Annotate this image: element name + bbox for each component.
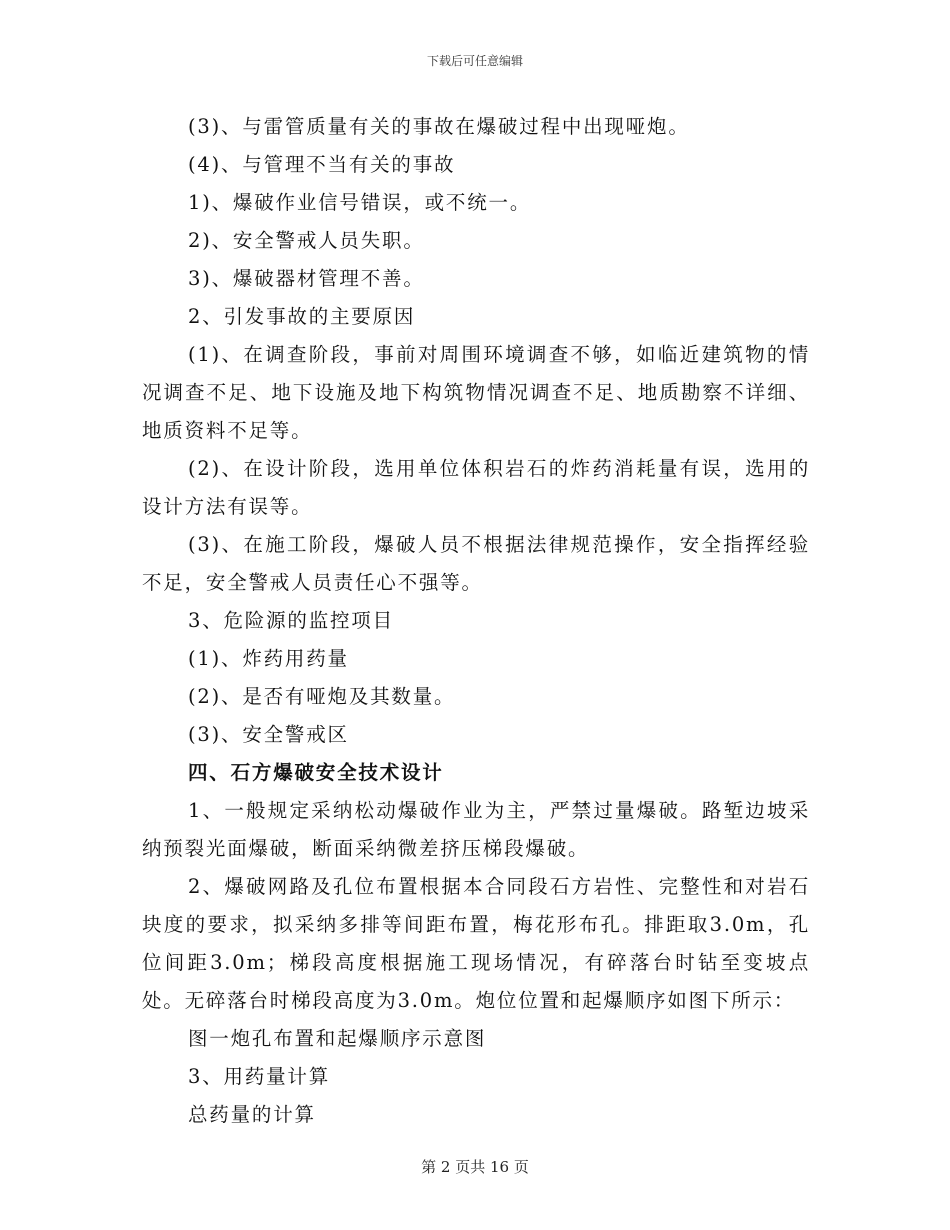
paragraph: 3、危险源的监控项目 (188, 609, 394, 632)
section-heading: 四、石方爆破安全技术设计 (188, 761, 444, 784)
page-header-note: 下载后可任意编辑 (426, 54, 523, 68)
paragraph: 1、一般规定采纳松动爆破作业为主，严禁过量爆破。路堑边坡采纳预裂光面爆破，断面采纳微差挤压梯段爆破。 (142, 799, 810, 860)
paragraph: 1)、爆破作业信号错误，或不统一。 (188, 191, 532, 214)
paragraph: (1)、在调查阶段，事前对周围环境调查不够，如临近建筑物的情况调查不足、地下设施及地下构筑物情况调查不足、地质勘察不详细、地质资料不足等。 (142, 343, 810, 442)
paragraph: 2)、安全警戒人员失职。 (188, 229, 425, 252)
figure-caption: 图一炮孔布置和起爆顺序示意图 (188, 1027, 487, 1050)
paragraph: (1)、炸药用药量 (188, 647, 349, 670)
document-body (142, 108, 810, 1134)
paragraph: (3)、安全警戒区 (188, 723, 349, 746)
paragraph: 3)、爆破器材管理不善。 (188, 267, 425, 290)
paragraph: 2、引发事故的主要原因 (188, 305, 416, 328)
paragraph: 总药量的计算 (188, 1103, 316, 1126)
page-number-footer: 第 2 页共 16 页 (421, 1158, 529, 1176)
paragraph: 3、用药量计算 (188, 1065, 331, 1088)
paragraph: (2)、是否有哑炮及其数量。 (188, 685, 456, 708)
paragraph: 2、爆破网路及孔位布置根据本合同段石方岩性、完整性和对岩石块度的要求，拟采纳多排等间距布置，梅花形布孔。排距取3.0m，孔位间距3.0m；梯段高度根据施工现场情况，有碎落台时钻至变坡点处。无碎落台时梯段高度为3.0m。炮位位置和起爆顺序如图下所示： (142, 875, 810, 1012)
paragraph: (2)、在设计阶段，选用单位体积岩石的炸药消耗量有误，选用的设计方法有误等。 (142, 457, 810, 518)
paragraph: (3)、在施工阶段，爆破人员不根据法律规范操作，安全指挥经验不足，安全警戒人员责任心不强等。 (142, 533, 810, 594)
paragraph: (4)、与管理不当有关的事故 (188, 153, 456, 176)
paragraph: (3)、与雷管质量有关的事故在爆破过程中出现哑炮。 (188, 115, 690, 138)
